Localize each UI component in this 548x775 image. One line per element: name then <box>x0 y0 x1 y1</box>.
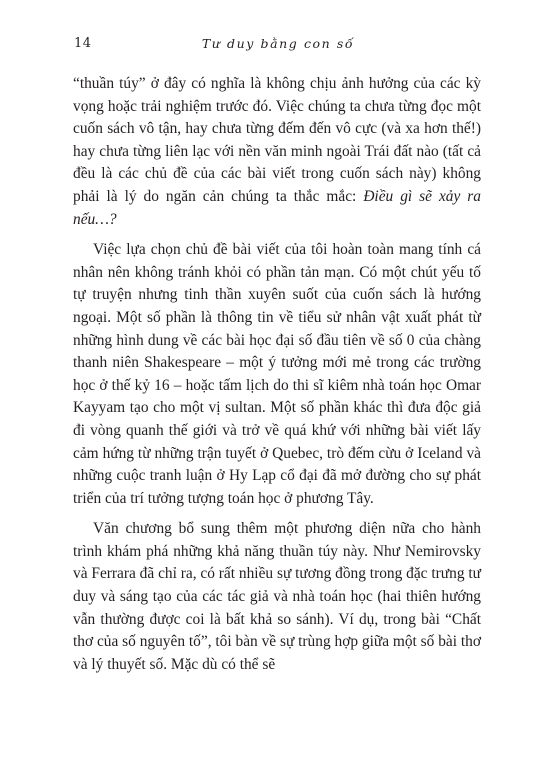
paragraph-1 <box>73 73 481 231</box>
paragraph-3: Văn chương bổ sung thêm một phương diện nữa cho hành trình khám phá những khả năng thuần túy này. Như Nemirovsky và Ferrara đã chỉ ra, có rất nhiều sự tương đồng trong đặc trưng tư duy và sáng tạo của các tác giả và nhà toán học (hai thiên hướng vẫn thường được coi là bất khả so sánh). Ví dụ, trong bài “Chất thơ của số nguyên tố”, tôi bàn về sự trùng hợp giữa một số bài thơ và lý thuyết số. Mặc dù có thể sẽ <box>73 520 481 673</box>
running-title: Tư duy bằng con số <box>201 36 355 51</box>
paragraph-2: Việc lựa chọn chủ đề bài viết của tôi hoàn toàn mang tính cá nhân nên không tránh khỏi có phần tản mạn. Có một chút yếu tố tự truyện nhưng tinh thần xuyên suốt của cuốn sách là hướng ngoại. Một số phần là thông tin về tiểu sử nhân vật xuất phát từ những hình dung về các bài học đại số đầu tiên về số 0 của chàng thanh niên Shakespeare – một ý tưởng mới mẻ trong các trường học ở thế kỷ 16 – hoặc tấm lịch do thi sĩ kiêm nhà toán học Omar Kayyam tạo cho một vị sultan. Một số phần khác thì đưa độc giả đi vòng quanh thế giới và trở về quá khứ với những bài viết lấy cảm hứng từ những trận tuyết ở Quebec, trò đếm cừu ở Iceland và những cuộc tranh luận ở Hy Lạp cổ đại đã mở đường cho sự phát triển của trí tưởng tượng toán học ở phương Tây. <box>73 241 481 507</box>
page-number: 14 <box>74 36 92 51</box>
body-text <box>73 73 481 676</box>
paragraph-1-text: “thuần túy” ở đây có nghĩa là không chịu ảnh hưởng của các kỳ vọng hoặc trải nghiệm trước đó. Việc chúng ta chưa từng đọc một cuốn sách vô tận, hay chưa từng đếm đến vô cực (và xa hơn thế!) hay chưa từng liên lạc với nền văn minh ngoài Trái đất nào (tất cả đều là các chủ đề của các bài viết trong cuốn sách này) không phải là lý do ngăn cản chúng ta thắc mắc: <box>73 75 481 205</box>
paragraph-1-emphasis: Điều gì sẽ xảy ra nếu…? <box>73 187 481 228</box>
page-header <box>74 36 482 56</box>
